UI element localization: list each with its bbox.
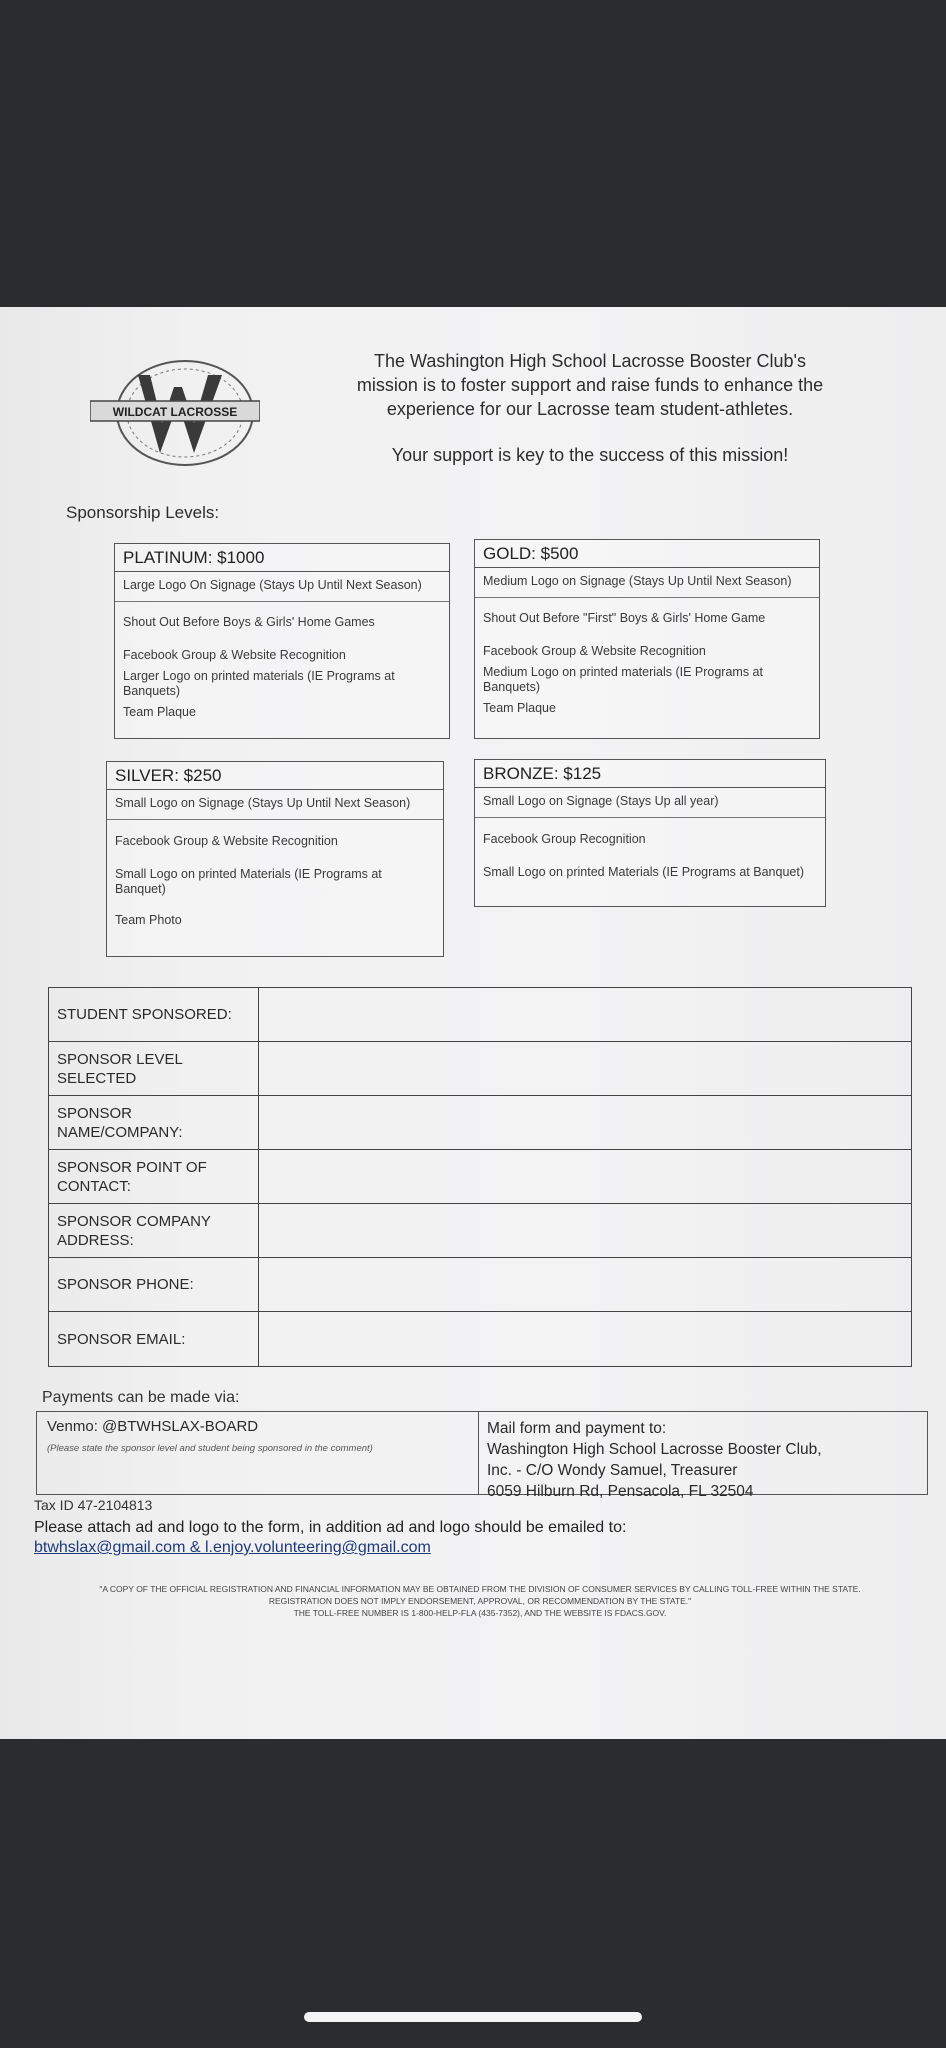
wildcat-lacrosse-logo <box>90 355 260 471</box>
sponsorship-levels-heading: Sponsorship Levels: <box>66 503 220 522</box>
form-row-contact <box>49 1150 911 1204</box>
sponsor-contact-field[interactable] <box>259 1150 911 1203</box>
sponsor-address-field[interactable] <box>259 1204 911 1257</box>
svg-text:WILDCAT LACROSSE: WILDCAT LACROSSE <box>112 405 238 419</box>
sponsor-address-label: SPONSOR COMPANY ADDRESS: <box>49 1204 259 1257</box>
attach-instructions: Please attach ad and logo to the form, in addition ad and logo should be emailed to: <box>34 1519 627 1536</box>
silver-tier-box: SILVER: $250 Small Logo on Signage (Stays Up Until Next Season) Facebook Group & Website Recognition Small Logo on printed Materials (IE Programs at Banquet) Team Photo <box>106 761 444 957</box>
student-sponsored-field[interactable] <box>259 988 911 1041</box>
contact-emails[interactable]: btwhslax@gmail.com & l.enjoy.volunteering@gmail.com <box>34 1539 431 1556</box>
sponsor-info-form <box>48 987 912 1367</box>
form-row-address <box>49 1204 911 1258</box>
platinum-tier-box: PLATINUM: $1000 Large Logo On Signage (Stays Up Until Next Season) Shout Out Before Boys & Girls' Home Games Facebook Group & Website Recognition Larger Logo on printed materials (IE Programs at Banquets) Team Plaque <box>114 543 450 739</box>
payment-box <box>36 1411 928 1500</box>
registration-disclaimer: "A COPY OF THE OFFICIAL REGISTRATION AND FINANCIAL INFORMATION MAY BE OBTAINED FROM THE DIVISION OF CONSUMER SERVICES BY CALLING TOLL-FREE WITHIN THE STATE. REGISTRATION DOES NOT IMPLY ENDORSEMENT, APPROVAL, OR RECOMMENDATION BY THE STATE." THE TOLL-FREE NUMBER IS 1-800-HELP-FLA (435-7352), AND THE WEBSITE IS FDACS.GOV. <box>99 1584 861 1618</box>
sponsor-level-field[interactable] <box>259 1042 911 1095</box>
mail-section: Mail form and payment to: Washington High School Lacrosse Booster Club, Inc. - C/O Wondy Samuel, Treasurer 6059 Hilburn Rd, Pensacola, FL 32504 <box>487 1420 822 1500</box>
mission-statement: The Washington High School Lacrosse Booster Club's mission is to foster support and raise funds to enhance the experience for our Lacrosse team student-athletes. Your support is key to the success of this mission! <box>356 351 824 465</box>
sponsor-name-label: SPONSOR NAME/COMPANY: <box>49 1096 259 1149</box>
venmo-section <box>37 1412 479 1494</box>
form-row-level <box>49 1042 911 1096</box>
bronze-tier-box: BRONZE: $125 Small Logo on Signage (Stays Up all year) Facebook Group Recognition Small Logo on printed Materials (IE Programs at Banquet) <box>474 759 826 907</box>
sponsor-contact-label: SPONSOR POINT OF CONTACT: <box>49 1150 259 1203</box>
payment-heading: Payments can be made via: <box>42 1389 240 1406</box>
sponsor-name-field[interactable] <box>259 1096 911 1149</box>
sponsor-phone-field[interactable] <box>259 1258 911 1311</box>
sponsor-email-label: SPONSOR EMAIL: <box>49 1312 259 1366</box>
tax-id: Tax ID 47-2104813 <box>34 1497 153 1513</box>
form-row-name <box>49 1096 911 1150</box>
sponsor-email-field[interactable] <box>259 1312 911 1366</box>
venmo-handle: Venmo: @BTWHSLAX-BOARD <box>47 1418 259 1435</box>
student-sponsored-label: STUDENT SPONSORED: <box>49 988 259 1041</box>
silver-title: SILVER: $250 <box>107 762 443 790</box>
sponsor-phone-label: SPONSOR PHONE: <box>49 1258 259 1311</box>
bronze-title: BRONZE: $125 <box>475 760 825 788</box>
venmo-note: (Please state the sponsor level and student being sponsored in the comment) <box>47 1443 373 1454</box>
gold-tier-box: GOLD: $500 Medium Logo on Signage (Stays Up Until Next Season) Shout Out Before "First" Boys & Girls' Home Game Facebook Group & Website Recognition Medium Logo on printed materials (IE Programs at Banquets) Team Plaque <box>474 539 820 739</box>
gold-title: GOLD: $500 <box>475 540 819 568</box>
sponsor-level-label: SPONSOR LEVEL SELECTED <box>49 1042 259 1095</box>
form-row-email <box>49 1312 911 1366</box>
sponsorship-form-page <box>0 307 946 1739</box>
platinum-title: PLATINUM: $1000 <box>115 544 449 572</box>
form-row-phone <box>49 1258 911 1312</box>
form-row-student <box>49 988 911 1042</box>
home-indicator[interactable] <box>304 2012 642 2022</box>
